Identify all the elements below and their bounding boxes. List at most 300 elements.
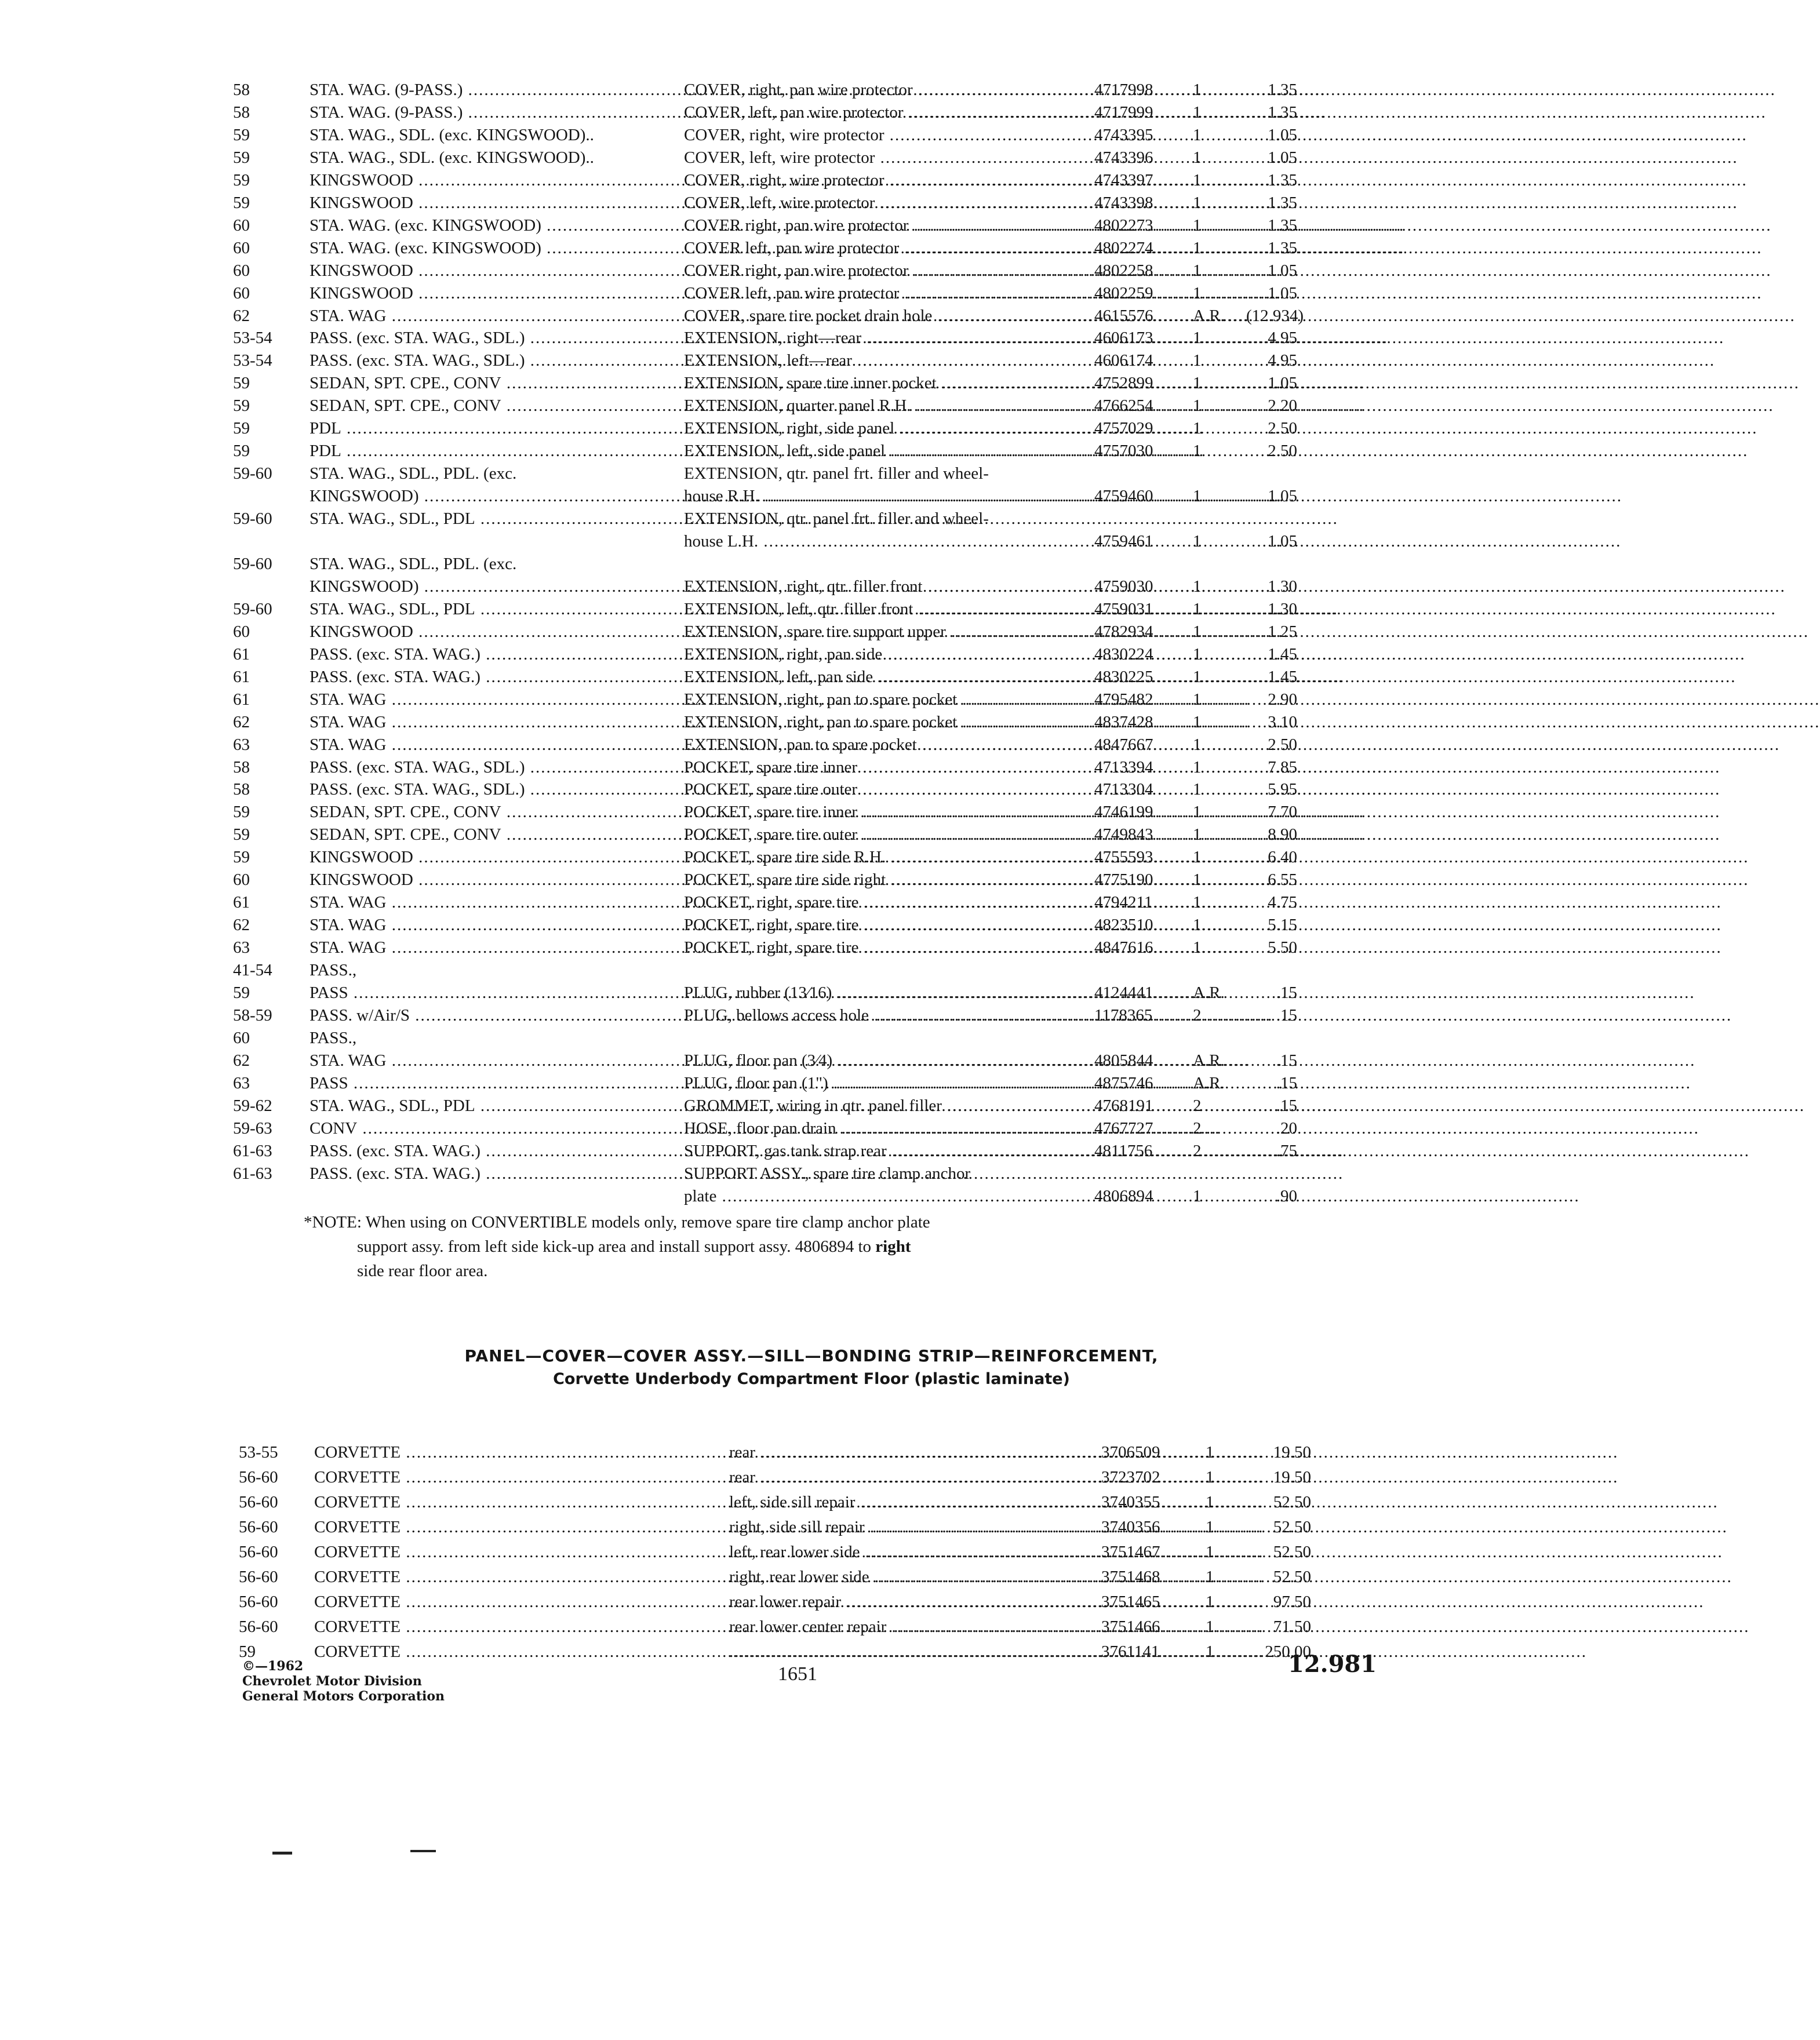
table-row: [0, 1185, 1465, 1208]
price-cell: 1.25: [1268, 622, 1297, 641]
price-cell: 19.50: [1273, 1443, 1311, 1462]
price-cell: 6.40: [1268, 848, 1297, 867]
section-heading: [301, 1345, 1322, 1391]
model-cell: CORVETTE .....: [314, 1640, 662, 1663]
part-number-cell: 4752899: [1094, 374, 1153, 393]
model-cell: STA. WAG .....: [310, 733, 657, 756]
table-row: [0, 846, 1465, 869]
description-cell: EXTENSION, left, side panel .....: [684, 439, 1087, 462]
part-number-cell: 4802274: [1094, 238, 1153, 257]
price-cell: 1.45: [1268, 644, 1297, 664]
table-row: [0, 1004, 1465, 1027]
description-cell: PLUG, floor pan (1") .....: [684, 1072, 1087, 1095]
table-row: [0, 913, 1465, 937]
description-cell: COVER right, pan wire protector .....: [684, 214, 1087, 237]
year-cell: 59: [233, 193, 250, 212]
price-cell: (12.934): [1246, 306, 1304, 325]
price-cell: 52.50: [1273, 1493, 1311, 1511]
model-cell: CORVETTE .....: [314, 1565, 662, 1589]
price-cell: 1.30: [1268, 599, 1297, 618]
quantity-cell: 1: [1206, 1568, 1214, 1586]
model-cell: KINGSWOOD) .....: [310, 575, 657, 598]
model-cell: STA. WAG .....: [310, 711, 657, 734]
year-cell: 53-54: [233, 351, 272, 370]
price-cell: 4.95: [1268, 329, 1297, 348]
table-row: [0, 191, 1465, 214]
price-cell: 52.50: [1273, 1518, 1311, 1536]
quantity-cell: 1: [1206, 1443, 1214, 1462]
quantity-cell: 1: [1193, 193, 1202, 212]
year-cell: 59-60: [233, 509, 272, 529]
table-row: [0, 1441, 1465, 1464]
quantity-cell: 1: [1193, 803, 1202, 822]
footer-division: Chevrolet Motor Division: [242, 1674, 422, 1689]
part-number-cell: 3723702: [1101, 1468, 1160, 1487]
table-row: [0, 733, 1465, 756]
description-cell: EXTENSION, spare tire support upper .....: [684, 620, 1087, 643]
quantity-cell: 1: [1193, 351, 1202, 370]
year-cell: 63: [233, 938, 250, 957]
price-cell: 1.05: [1268, 148, 1297, 167]
description-cell: house R.H. .....: [684, 485, 1087, 508]
part-number-cell: 3751468: [1101, 1568, 1160, 1586]
description-cell: POCKET, right, spare tire .....: [684, 891, 1087, 914]
part-number-cell: 4805844: [1094, 1051, 1153, 1070]
table-row: [0, 214, 1465, 237]
part-number-cell: 4713304: [1094, 780, 1153, 799]
model-cell: PASS. (exc. STA. WAG.) .....: [310, 1162, 657, 1185]
description-cell: rear .....: [729, 1441, 1089, 1464]
description-cell: EXTENSION, right, pan to spare pocket .....: [684, 688, 1087, 711]
section-subtitle: Corvette Underbody Compartment Floor (plastic laminate): [553, 1370, 1070, 1388]
note-line-3: side rear floor area.: [357, 1262, 488, 1280]
year-cell: 56-60: [239, 1493, 278, 1511]
description-cell: COVER, spare tire pocket drain hole .....: [684, 304, 1087, 327]
description-cell: COVER, right, pan wire protector .....: [684, 78, 1087, 101]
table-row: [0, 169, 1465, 192]
table-row: [0, 1590, 1465, 1613]
year-cell: 59-60: [233, 599, 272, 618]
part-number-cell: 4806894: [1094, 1186, 1153, 1205]
table-row: [0, 800, 1465, 824]
model-cell: PDL .....: [310, 439, 657, 462]
quantity-cell: 1: [1193, 283, 1202, 303]
price-cell: 2.50: [1268, 442, 1297, 461]
part-number-cell: 4759031: [1094, 599, 1153, 618]
price-cell: .15: [1276, 983, 1297, 1002]
part-number-cell: 4759460: [1094, 487, 1153, 506]
part-number-cell: 4755593: [1094, 848, 1153, 867]
table-row: [0, 1162, 1465, 1185]
year-cell: 60: [233, 622, 250, 641]
part-number-cell: 4802259: [1094, 283, 1153, 303]
quantity-cell: 1: [1193, 396, 1202, 416]
description-cell: GROMMET, wiring in qtr. panel filler .....: [684, 1094, 1087, 1117]
part-number-cell: 4802273: [1094, 216, 1153, 235]
table-row: [0, 1615, 1465, 1638]
quantity-cell: 1: [1193, 916, 1202, 935]
description-cell: SUPPORT ASSY., spare tire clamp anchor: [684, 1164, 971, 1183]
quantity-cell: 1: [1193, 419, 1202, 438]
table-row: [0, 507, 1465, 530]
table-row: [0, 552, 1465, 575]
year-cell: 61-63: [233, 1164, 272, 1183]
table-row: [0, 78, 1465, 101]
description-cell: EXTENSION, left, pan side .....: [684, 665, 1087, 688]
model-cell: STA. WAG .....: [310, 936, 657, 959]
price-cell: .20: [1276, 1119, 1297, 1138]
price-cell: 1.35: [1268, 216, 1297, 235]
year-cell: 62: [233, 712, 250, 731]
price-cell: 2.50: [1268, 419, 1297, 438]
description-cell: right, rear lower side .....: [729, 1565, 1089, 1589]
price-cell: 1.35: [1268, 193, 1297, 212]
quantity-cell: 1: [1206, 1493, 1214, 1511]
model-cell: PASS .....: [310, 981, 657, 1004]
table-row: [0, 349, 1465, 372]
model-cell: KINGSWOOD .....: [310, 169, 657, 192]
year-cell: 59: [233, 419, 250, 438]
model-cell: CORVETTE .....: [314, 1491, 662, 1514]
quantity-cell: 1: [1193, 261, 1202, 280]
table-row: [0, 1565, 1465, 1589]
quantity-cell: 1: [1193, 238, 1202, 257]
year-cell: 63: [233, 735, 250, 754]
description-cell: COVER, left, pan wire protector .....: [684, 101, 1087, 124]
description-cell: PLUG, bellows access hole .....: [684, 1004, 1087, 1027]
model-cell: STA. WAG., SDL. (exc. KINGSWOOD)..: [310, 148, 594, 167]
table-row: [0, 1640, 1465, 1663]
table-row: [0, 778, 1465, 801]
part-number-cell: 4830225: [1094, 667, 1153, 686]
model-cell: PDL .....: [310, 417, 657, 440]
price-cell: 7.85: [1268, 757, 1297, 777]
model-cell: PASS. (exc. STA. WAG.) .....: [310, 665, 657, 688]
description-cell: EXTENSION, left—rear .....: [684, 349, 1087, 372]
quantity-cell: 1: [1193, 667, 1202, 686]
model-cell: CORVETTE .....: [314, 1441, 662, 1464]
model-cell: STA. WAG., SDL., PDL. (exc.: [310, 554, 517, 573]
description-cell: COVER right, pan wire protector .....: [684, 259, 1087, 282]
year-cell: 62: [233, 916, 250, 935]
quantity-cell: 1: [1193, 893, 1202, 912]
quantity-cell: 1: [1193, 374, 1202, 393]
year-cell: 61: [233, 690, 250, 709]
table-row: [0, 665, 1465, 688]
year-cell: 58: [233, 103, 250, 122]
note-line-2: [304, 1234, 1092, 1259]
model-cell: PASS .....: [310, 1072, 657, 1095]
model-cell: STA. WAG. (exc. KINGSWOOD) .....: [310, 214, 657, 237]
model-cell: SEDAN, SPT. CPE., CONV .....: [310, 823, 657, 846]
part-number-cell: 4766254: [1094, 396, 1153, 416]
price-cell: .15: [1276, 1006, 1297, 1025]
table-row: [0, 1049, 1465, 1072]
model-cell: PASS.,: [310, 961, 357, 980]
part-number-cell: 4768191: [1094, 1096, 1153, 1115]
table-row: [0, 236, 1465, 260]
description-cell: POCKET, spare tire outer .....: [684, 778, 1087, 801]
quantity-cell: A.R.: [1193, 983, 1225, 1002]
quantity-cell: 1: [1193, 577, 1202, 596]
part-number-cell: 3751466: [1101, 1618, 1160, 1636]
price-cell: 1.35: [1268, 238, 1297, 257]
table-row: [0, 530, 1465, 553]
table-row: [0, 1466, 1465, 1489]
model-cell: PASS. (exc. STA. WAG., SDL.) .....: [310, 326, 657, 349]
table-row: [0, 1094, 1465, 1117]
quantity-cell: 1: [1193, 442, 1202, 461]
price-cell: 6.55: [1268, 870, 1297, 890]
price-cell: .15: [1276, 1073, 1297, 1092]
year-cell: 56-60: [239, 1468, 278, 1487]
part-number-cell: 4782934: [1094, 622, 1153, 641]
description-cell: rear lower center repair .....: [729, 1615, 1089, 1638]
model-cell: SEDAN, SPT. CPE., CONV .....: [310, 800, 657, 824]
description-cell: COVER, right, wire protector .....: [684, 123, 1087, 147]
year-cell: 58: [233, 81, 250, 99]
part-number-cell: 1178365: [1094, 1006, 1153, 1025]
note-line-2-text: support assy. from left side kick-up area and install support assy. 4806894 to: [357, 1237, 876, 1256]
price-cell: 52.50: [1273, 1543, 1311, 1561]
part-number-cell: 4749843: [1094, 825, 1153, 844]
price-cell: 1.30: [1268, 577, 1297, 596]
model-cell: PASS. w/Air/S .....: [310, 1004, 657, 1027]
price-cell: 3.10: [1268, 712, 1297, 731]
model-cell: STA. WAG., SDL., PDL .....: [310, 507, 657, 530]
price-cell: 2.90: [1268, 690, 1297, 709]
part-number-cell: 4124441: [1094, 983, 1153, 1002]
year-cell: 56-60: [239, 1543, 278, 1561]
model-cell: STA. WAG. (exc. KINGSWOOD) .....: [310, 236, 657, 260]
table-row: [0, 891, 1465, 914]
year-cell: 61: [233, 893, 250, 912]
quantity-cell: 1: [1193, 532, 1202, 551]
table-row: [0, 259, 1465, 282]
model-cell: PASS.,: [310, 1028, 357, 1047]
description-cell: EXTENSION, quarter panel R.H. .....: [684, 394, 1087, 417]
price-cell: 1.35: [1268, 103, 1297, 122]
year-cell: 56-60: [239, 1618, 278, 1636]
table-row: [0, 598, 1465, 621]
table-row: [0, 326, 1465, 349]
description-cell: EXTENSION, right, qtr. filler front .....: [684, 575, 1087, 598]
price-cell: 1.05: [1268, 261, 1297, 280]
price-cell: .15: [1276, 1051, 1297, 1070]
table-row: [0, 371, 1465, 395]
price-cell: 1.45: [1268, 667, 1297, 686]
table-row: [0, 417, 1465, 440]
table-row: [0, 101, 1465, 124]
description-cell: HOSE, floor pan drain .....: [684, 1117, 1087, 1140]
description-cell: EXTENSION, qtr. panel frt. filler and wheel-: [684, 464, 989, 483]
price-cell: 1.05: [1268, 283, 1297, 303]
year-cell: 59: [233, 983, 250, 1002]
quantity-cell: 1: [1193, 170, 1202, 190]
table-row: [0, 711, 1465, 734]
year-cell: 59: [239, 1642, 256, 1661]
model-cell: PASS. (exc. STA. WAG.) .....: [310, 1139, 657, 1163]
quantity-cell: 1: [1193, 870, 1202, 890]
quantity-cell: 1: [1193, 216, 1202, 235]
description-cell: PLUG, rubber (13⁄16) .....: [684, 981, 1087, 1004]
description-cell: COVER left, pan wire protector .....: [684, 236, 1087, 260]
part-number-cell: 4743396: [1094, 148, 1153, 167]
quantity-cell: 1: [1193, 103, 1202, 122]
year-cell: 59: [233, 170, 250, 190]
description-cell: COVER left, pan wire protector .....: [684, 282, 1087, 305]
price-cell: 5.95: [1268, 780, 1297, 799]
model-cell: CORVETTE .....: [314, 1466, 662, 1489]
description-cell: COVER, left, wire protector .....: [684, 146, 1087, 169]
price-cell: 52.50: [1273, 1568, 1311, 1586]
part-number-cell: 3740355: [1101, 1493, 1160, 1511]
table-row: [0, 1491, 1465, 1514]
note-line-2-bold: right: [875, 1237, 911, 1256]
model-cell: STA. WAG .....: [310, 913, 657, 937]
year-cell: 41-54: [233, 961, 272, 980]
year-cell: 59: [233, 442, 250, 461]
part-number-cell: 3740356: [1101, 1518, 1160, 1536]
table-row: [0, 1117, 1465, 1140]
quantity-cell: 1: [1193, 329, 1202, 348]
year-cell: 63: [233, 1073, 250, 1092]
quantity-cell: 1: [1206, 1518, 1214, 1536]
table-row: [0, 462, 1465, 485]
model-cell: KINGSWOOD) .....: [310, 485, 657, 508]
quantity-cell: 1: [1193, 735, 1202, 754]
table-row: [0, 146, 1465, 169]
table-row: [0, 620, 1465, 643]
description-cell: SUPPORT, gas tank strap rear .....: [684, 1139, 1087, 1163]
part-number-cell: 4775190: [1094, 870, 1153, 890]
description-cell: EXTENSION, right—rear .....: [684, 326, 1087, 349]
part-number-cell: 4606174: [1094, 351, 1153, 370]
quantity-cell: 1: [1206, 1543, 1214, 1561]
quantity-cell: 1: [1193, 125, 1202, 144]
description-cell: plate .....: [684, 1185, 1087, 1208]
description-cell: COVER, left, wire protector .....: [684, 191, 1087, 214]
model-cell: STA. WAG .....: [310, 688, 657, 711]
description-cell: house L.H. .....: [684, 530, 1087, 553]
part-number-cell: 4757029: [1094, 419, 1153, 438]
quantity-cell: 2: [1193, 1141, 1202, 1160]
quantity-cell: 1: [1193, 712, 1202, 731]
table-row: [0, 959, 1465, 982]
scan-mark-left: [272, 1852, 292, 1855]
part-number-cell: 4717998: [1094, 81, 1153, 99]
table-row: [0, 439, 1465, 462]
quantity-cell: 1: [1193, 487, 1202, 506]
quantity-cell: 1: [1206, 1642, 1214, 1661]
quantity-cell: A.R.: [1193, 1073, 1225, 1092]
price-cell: 1.05: [1268, 374, 1297, 393]
year-cell: 60: [233, 283, 250, 303]
part-number-cell: 4606173: [1094, 329, 1153, 348]
description-cell: POCKET, spare tire side right .....: [684, 868, 1087, 891]
footer-copyright: ©—1962: [242, 1659, 304, 1674]
model-cell: KINGSWOOD .....: [310, 868, 657, 891]
description-cell: left, side sill repair .....: [729, 1491, 1089, 1514]
model-cell: PASS. (exc. STA. WAG., SDL.) .....: [310, 778, 657, 801]
description-cell: EXTENSION, right, pan to spare pocket .....: [684, 711, 1087, 734]
part-number-cell: 4743395: [1094, 125, 1153, 144]
year-cell: 59: [233, 396, 250, 416]
year-cell: 61: [233, 644, 250, 664]
price-cell: 1.05: [1268, 125, 1297, 144]
quantity-cell: A.R.: [1193, 306, 1225, 325]
model-cell: SEDAN, SPT. CPE., CONV .....: [310, 394, 657, 417]
price-cell: 2.20: [1268, 396, 1297, 416]
part-number-cell: 3751465: [1101, 1593, 1160, 1611]
part-number-cell: 4759030: [1094, 577, 1153, 596]
part-number-cell: 4847616: [1094, 938, 1153, 957]
description-cell: EXTENSION, right, pan side .....: [684, 643, 1087, 666]
part-number-cell: 4830224: [1094, 644, 1153, 664]
quantity-cell: 1: [1193, 599, 1202, 618]
year-cell: 59: [233, 148, 250, 167]
year-cell: 56-60: [239, 1518, 278, 1536]
year-cell: 58: [233, 757, 250, 777]
model-cell: STA. WAG., SDL. (exc. KINGSWOOD)..: [310, 125, 594, 144]
quantity-cell: 1: [1193, 690, 1202, 709]
model-cell: KINGSWOOD .....: [310, 191, 657, 214]
model-cell: STA. WAG., SDL., PDL. (exc.: [310, 464, 517, 483]
price-cell: 1.05: [1268, 532, 1297, 551]
quantity-cell: 2: [1193, 1006, 1202, 1025]
description-cell: rear .....: [729, 1466, 1089, 1489]
year-cell: 53-55: [239, 1443, 278, 1462]
model-cell: STA. WAG. (9-PASS.) .....: [310, 78, 657, 101]
year-cell: 59: [233, 125, 250, 144]
model-cell: PASS. (exc. STA. WAG., SDL.) .....: [310, 349, 657, 372]
quantity-cell: 1: [1193, 81, 1202, 99]
quantity-cell: A.R.: [1193, 1051, 1225, 1070]
model-cell: CONV .....: [310, 1117, 657, 1140]
description-cell: EXTENSION, left, qtr. filler front .....: [684, 598, 1087, 621]
description-cell: POCKET, spare tire inner .....: [684, 756, 1087, 779]
year-cell: 62: [233, 1051, 250, 1070]
part-number-cell: 4757030: [1094, 442, 1153, 461]
description-cell: EXTENSION, right, side panel .....: [684, 417, 1087, 440]
price-cell: 19.50: [1273, 1468, 1311, 1487]
quantity-cell: 1: [1193, 938, 1202, 957]
price-cell: 1.35: [1268, 81, 1297, 99]
price-cell: 8.90: [1268, 825, 1297, 844]
year-cell: 60: [233, 238, 250, 257]
table-row: [0, 282, 1465, 305]
price-cell: 7.70: [1268, 803, 1297, 822]
price-cell: 1.05: [1268, 487, 1297, 506]
description-cell: POCKET, spare tire inner .....: [684, 800, 1087, 824]
year-cell: 58-59: [233, 1006, 272, 1025]
year-cell: 59: [233, 374, 250, 393]
price-cell: 4.95: [1268, 351, 1297, 370]
part-number-cell: 4823510: [1094, 916, 1153, 935]
description-cell: EXTENSION, pan to spare pocket .....: [684, 733, 1087, 756]
footer-corporation: General Motors Corporation: [242, 1689, 445, 1704]
price-cell: 5.15: [1268, 916, 1297, 935]
table-row: [0, 1139, 1465, 1163]
quantity-cell: 1: [1193, 780, 1202, 799]
page-number: 1651: [778, 1663, 817, 1685]
description-cell: POCKET, spare tire side R.H. .....: [684, 846, 1087, 869]
description-cell: left, rear lower side .....: [729, 1540, 1089, 1564]
model-cell: KINGSWOOD .....: [310, 282, 657, 305]
description-cell: POCKET, spare tire outer .....: [684, 823, 1087, 846]
year-cell: 59-60: [233, 554, 272, 573]
description-cell: EXTENSION, qtr. panel frt. filler and wheel-: [684, 509, 989, 529]
